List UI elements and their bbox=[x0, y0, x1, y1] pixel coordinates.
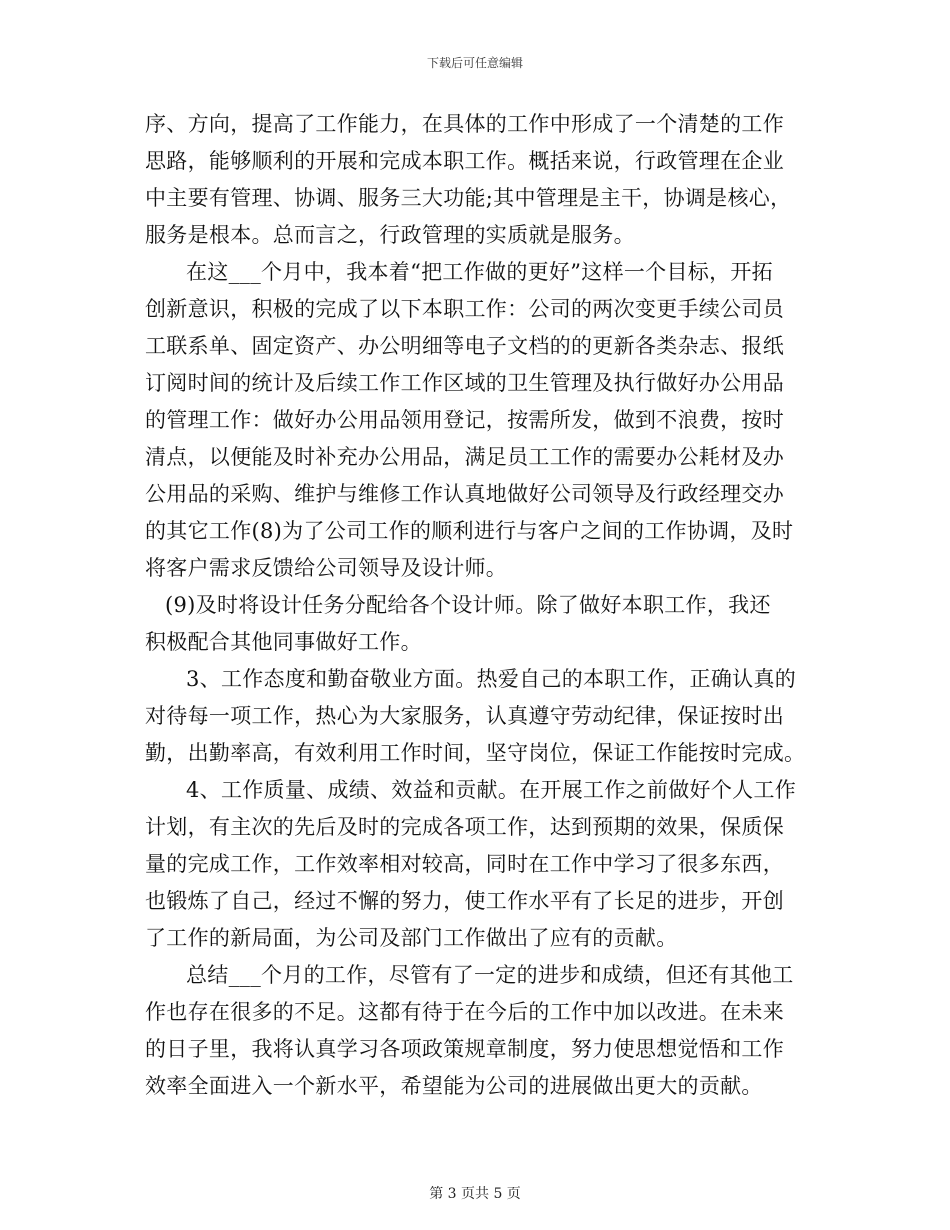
text-line: 总结___个月的工作，尽管有了一定的进步和成绩，但还有其他工 bbox=[186, 963, 794, 987]
text-line: 4、工作质量、成绩、效益和贡献。在开展工作之前做好个人工作 bbox=[186, 778, 797, 802]
text-line: 中主要有管理、协调、服务三大功能;其中管理是主干，协调是核心， bbox=[145, 186, 792, 210]
document-body bbox=[145, 106, 811, 1105]
paragraph bbox=[145, 587, 811, 661]
text-line: 的其它工作(8)为了公司工作的顺利进行与客户之间的工作协调，及时 bbox=[145, 519, 794, 543]
text-line: 3、工作态度和勤奋敬业方面。热爱自己的本职工作，正确认真的 bbox=[186, 667, 797, 691]
text-line: 公用品的采购、维护与维修工作认真地做好公司领导及行政经理交办 bbox=[145, 482, 784, 506]
text-line: 量的完成工作，工作效率相对较高，同时在工作中学习了很多东西， bbox=[145, 852, 784, 876]
text-line: 效率全面进入一个新水平，希望能为公司的进展做出更大的贡献。 bbox=[145, 1074, 763, 1098]
page-number: 第 3 页共 5 页 bbox=[429, 1186, 521, 1202]
text-line: 也锻炼了自己，经过不懈的努力，使工作水平有了长足的进步，开创 bbox=[145, 889, 784, 913]
text-line: 服务是根本。总而言之，行政管理的实质就是服务。 bbox=[145, 223, 635, 247]
text-line: 的管理工作：做好办公用品领用登记，按需所发，做到不浪费，按时 bbox=[145, 408, 784, 432]
text-line: 计划，有主次的先后及时的完成各项工作，达到预期的效果，保质保 bbox=[145, 815, 784, 839]
paragraph bbox=[145, 772, 811, 957]
text-line: 勤，出勤率高，有效利用工作时间，坚守岗位，保证工作能按时完成。 bbox=[145, 741, 806, 765]
page-header: 下载后可任意编辑 bbox=[426, 56, 523, 70]
text-line: 订阅时间的统计及后续工作工作区域的卫生管理及执行做好办公用品 bbox=[145, 371, 784, 395]
text-line: 创新意识，积极的完成了以下本职工作：公司的两次变更手续公司员 bbox=[145, 297, 784, 321]
text-line: 清点，以便能及时补充办公用品，满足员工工作的需要办公耗材及办 bbox=[145, 445, 784, 469]
text-line: 作也存在很多的不足。这都有待于在今后的工作中加以改进。在未来 bbox=[145, 1000, 784, 1024]
paragraph bbox=[145, 957, 811, 1105]
text-line: 了工作的新局面，为公司及部门工作做出了应有的贡献。 bbox=[145, 926, 678, 950]
paragraph bbox=[145, 254, 811, 587]
text-line: 工联系单、固定资产、办公明细等电子文档的的更新各类杂志、报纸 bbox=[145, 334, 784, 358]
text-line: 序、方向，提高了工作能力，在具体的工作中形成了一个清楚的工作 bbox=[145, 112, 784, 136]
text-line: 在这___个月中，我本着“把工作做的更好”这样一个目标，开拓 bbox=[186, 260, 773, 284]
text-line: 积极配合其他同事做好工作。 bbox=[145, 630, 422, 654]
text-line: 对待每一项工作，热心为大家服务，认真遵守劳动纪律，保证按时出 bbox=[145, 704, 784, 728]
text-line: 思路，能够顺利的开展和完成本职工作。概括来说，行政管理在企业 bbox=[145, 149, 784, 173]
text-line: 将客户需求反馈给公司领导及设计师。 bbox=[145, 556, 508, 580]
text-line: 的日子里，我将认真学习各项政策规章制度，努力使思想觉悟和工作 bbox=[145, 1037, 784, 1061]
text-line: (9)及时将设计任务分配给各个设计师。除了做好本职工作，我还 bbox=[165, 593, 771, 617]
paragraph bbox=[145, 661, 811, 772]
paragraph bbox=[145, 106, 811, 254]
